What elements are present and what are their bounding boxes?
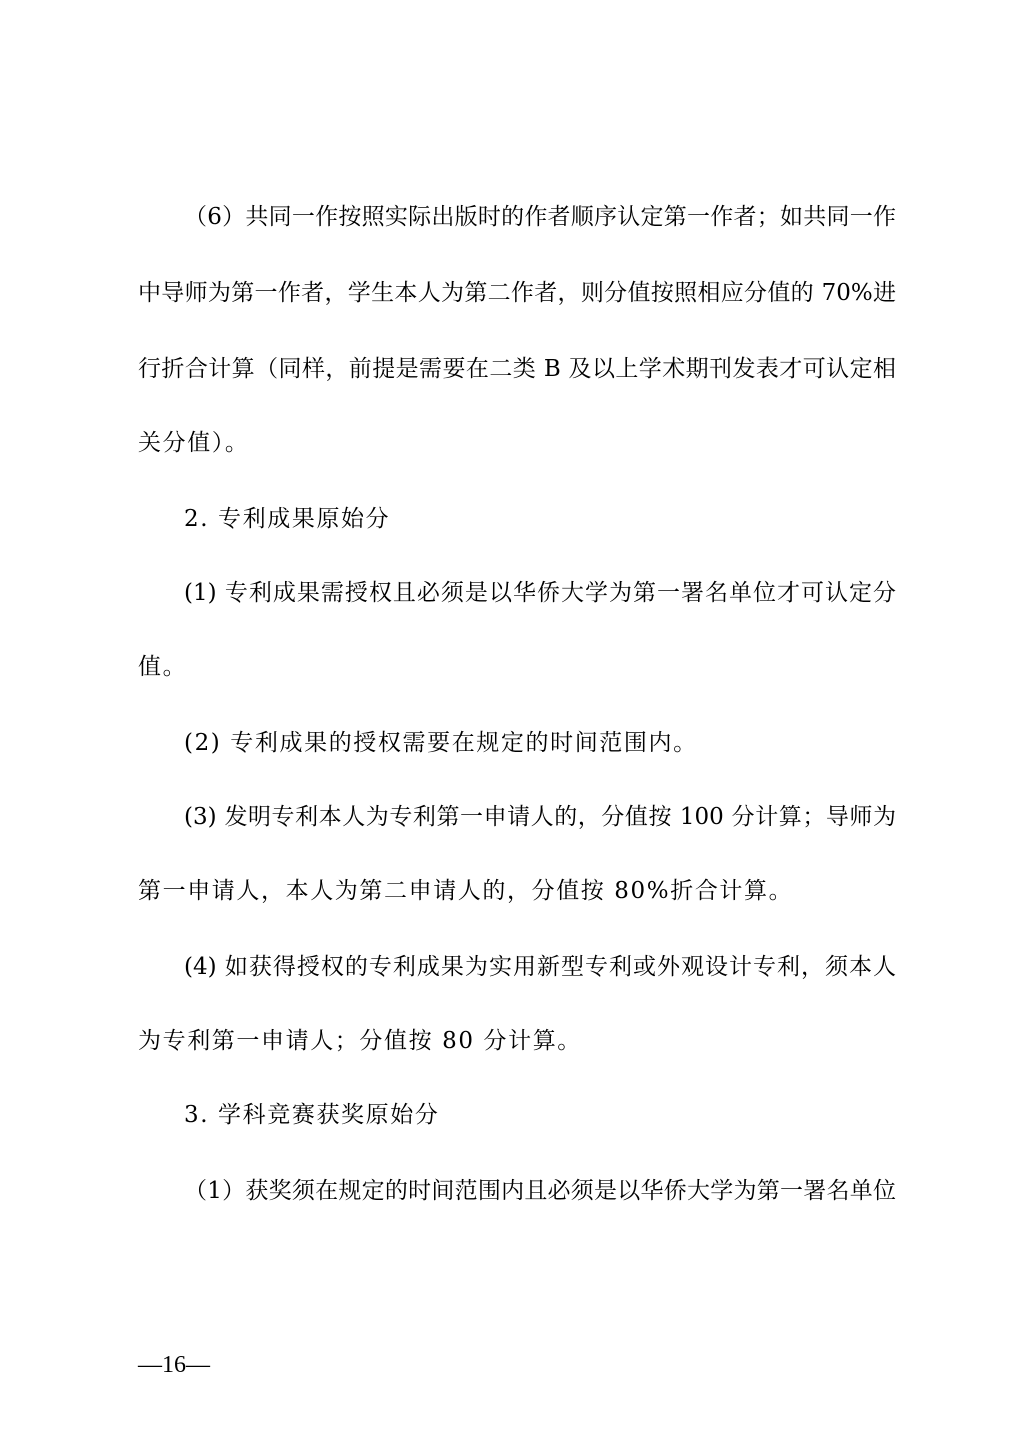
section-heading: 3. 学科竞赛获奖原始分 bbox=[184, 1102, 440, 1128]
paragraph-line: 值。 bbox=[138, 654, 188, 680]
paragraph-line: 关分值）。 bbox=[138, 430, 250, 456]
section-heading: 2. 专利成果原始分 bbox=[184, 506, 391, 532]
paragraph-line: 中导师为第一作者，学生本人为第二作者，则分值按照相应分值的 70%进 bbox=[138, 280, 896, 306]
paragraph-line: (2) 专利成果的授权需要在规定的时间范围内。 bbox=[184, 730, 698, 756]
paragraph-line: （1）获奖须在规定的时间范围内且必须是以华侨大学为第一署名单位 bbox=[184, 1178, 896, 1204]
paragraph-line: (4) 如获得授权的专利成果为实用新型专利或外观设计专利，须本人 bbox=[184, 954, 896, 980]
paragraph-line: (1) 专利成果需授权且必须是以华侨大学为第一署名单位才可认定分 bbox=[184, 580, 896, 606]
page-number: —16— bbox=[138, 1352, 210, 1378]
paragraph-line: 行折合计算（同样，前提是需要在二类 B 及以上学术期刊发表才可认定相 bbox=[138, 356, 896, 382]
paragraph-line: 第一申请人，本人为第二申请人的，分值按 80%折合计算。 bbox=[138, 878, 794, 904]
paragraph-line: (3) 发明专利本人为专利第一申请人的，分值按 100 分计算；导师为 bbox=[184, 804, 896, 830]
paragraph-line: （6）共同一作按照实际出版时的作者顺序认定第一作者；如共同一作 bbox=[184, 204, 896, 230]
paragraph-line: 为专利第一申请人；分值按 80 分计算。 bbox=[138, 1028, 582, 1054]
